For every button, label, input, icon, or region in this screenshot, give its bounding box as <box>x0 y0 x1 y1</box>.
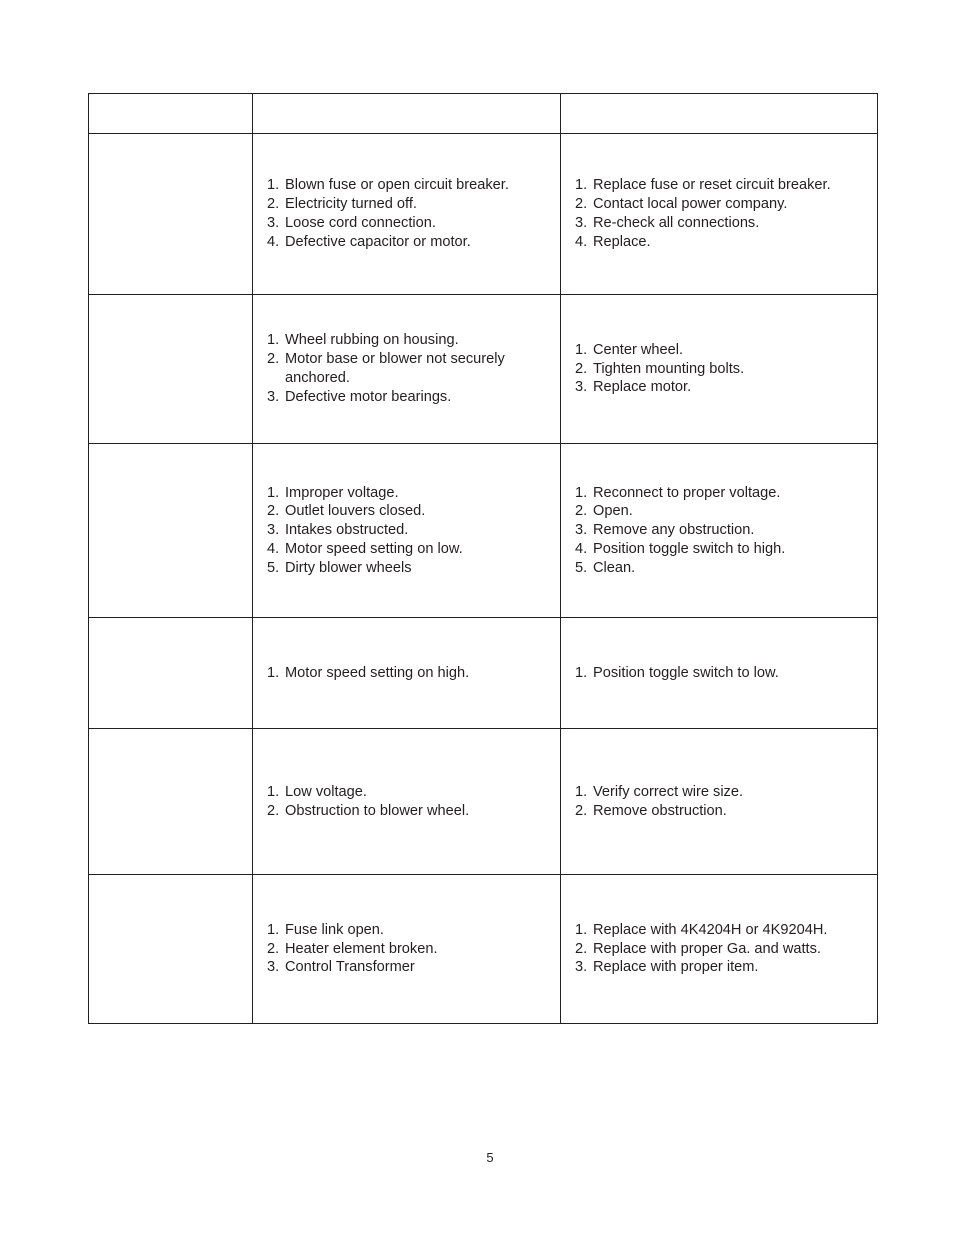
list-number: 3. <box>267 959 280 976</box>
cause-text: Defective capacitor or motor. <box>285 233 471 250</box>
list-number: 1. <box>267 177 280 194</box>
header-cell-solution <box>561 94 878 134</box>
solution-item <box>575 176 869 195</box>
cause-list <box>253 921 560 977</box>
cause-text: Loose cord connection. <box>285 215 436 231</box>
solution-cell <box>561 444 878 618</box>
table-row <box>89 295 878 444</box>
solution-list <box>561 484 877 578</box>
table-body <box>89 94 878 1024</box>
cause-item <box>267 958 552 977</box>
solution-text: Re-check all connections. <box>593 215 760 231</box>
problem-cell <box>89 295 253 444</box>
solution-text: Replace with 4K4204H or 4K9204H. <box>593 921 828 938</box>
list-number: 2. <box>575 802 588 819</box>
list-number: 3. <box>575 379 588 396</box>
cause-list <box>253 176 560 251</box>
solution-item <box>575 940 869 959</box>
cause-text: Intakes obstructed. <box>285 522 409 539</box>
table-row <box>89 875 878 1024</box>
cause-text: Heater element broken. <box>285 940 438 957</box>
list-number: 1. <box>267 484 280 501</box>
list-number: 2. <box>575 360 588 377</box>
solution-item <box>575 195 869 214</box>
cause-text: Defective motor bearings. <box>285 388 452 405</box>
cause-item <box>267 783 552 802</box>
solution-text: Replace fuse or reset circuit breaker. <box>593 177 831 194</box>
list-number: 1. <box>575 783 588 800</box>
list-number: 1. <box>575 664 588 681</box>
solution-list <box>561 176 877 251</box>
cause-cell <box>253 875 561 1024</box>
solution-text: Position toggle switch to low. <box>593 664 779 681</box>
cause-text: Blown fuse or open circuit breaker. <box>285 177 509 194</box>
list-number: 2. <box>575 196 588 213</box>
list-number: 4. <box>267 540 280 557</box>
cause-item <box>267 559 552 578</box>
list-number: 2. <box>267 351 280 368</box>
cause-item <box>267 802 552 821</box>
solution-item <box>575 559 869 578</box>
solution-cell <box>561 295 878 444</box>
table-row <box>89 618 878 729</box>
cause-item <box>267 195 552 214</box>
list-number: 5. <box>575 559 588 576</box>
cause-list <box>253 484 560 578</box>
solution-list <box>561 921 877 977</box>
list-number: 2. <box>267 940 280 957</box>
list-number: 1. <box>267 332 280 349</box>
list-number: 1. <box>575 484 588 501</box>
cause-text: Motor speed setting on low. <box>285 540 463 557</box>
solution-item <box>575 664 869 683</box>
list-number: 3. <box>267 522 280 539</box>
solution-text: Replace. <box>593 233 651 250</box>
solution-text: Remove any obstruction. <box>593 522 755 539</box>
cause-item <box>267 176 552 195</box>
solution-text: Contact local power company. <box>593 196 788 213</box>
cause-text: Low voltage. <box>285 783 367 800</box>
cause-item <box>267 502 552 521</box>
solution-item <box>575 502 869 521</box>
list-number: 1. <box>575 921 588 938</box>
cause-list <box>253 664 560 683</box>
cause-list <box>253 783 560 821</box>
cause-item <box>267 664 552 683</box>
solution-cell <box>561 729 878 875</box>
page-number: 5 <box>486 1150 494 1165</box>
cause-text: Control Transformer <box>285 959 415 976</box>
list-number: 1. <box>267 664 280 681</box>
solution-text: Clean. <box>593 559 636 576</box>
solution-item <box>575 341 869 360</box>
list-number: 1. <box>267 783 280 800</box>
cause-item <box>267 940 552 959</box>
problem-cell <box>89 875 253 1024</box>
list-number: 2. <box>267 503 280 520</box>
solution-item <box>575 360 869 379</box>
list-number: 4. <box>575 540 588 557</box>
cause-cell <box>253 729 561 875</box>
cause-item <box>267 388 552 407</box>
solution-list <box>561 783 877 821</box>
solution-text: Reconnect to proper voltage. <box>593 484 781 501</box>
list-number: 3. <box>575 522 588 539</box>
table-row <box>89 729 878 875</box>
solution-text: Replace with proper item. <box>593 959 759 976</box>
cause-text: Outlet louvers closed. <box>285 503 426 520</box>
problem-cell <box>89 444 253 618</box>
header-cell-cause <box>253 94 561 134</box>
solution-cell <box>561 875 878 1024</box>
cause-text: Improper voltage. <box>285 484 399 501</box>
solution-text: Remove obstruction. <box>593 802 727 819</box>
solution-text: Replace with proper Ga. and watts. <box>593 940 821 957</box>
cause-item <box>267 540 552 559</box>
cause-item <box>267 233 552 252</box>
list-number: 3. <box>267 388 280 405</box>
cause-text: Wheel rubbing on housing. <box>285 332 459 349</box>
list-number: 2. <box>267 196 280 213</box>
problem-cell <box>89 618 253 729</box>
cause-text: Electricity turned off. <box>285 196 417 213</box>
solution-item <box>575 378 869 397</box>
cause-item <box>267 521 552 540</box>
solution-text: Tighten mounting bolts. <box>593 360 745 377</box>
solution-item <box>575 958 869 977</box>
cause-cell <box>253 295 561 444</box>
cause-text: Fuse link open. <box>285 921 384 938</box>
cause-item <box>267 214 552 233</box>
solution-text: Center wheel. <box>593 341 684 358</box>
solution-text: Replace motor. <box>593 379 692 396</box>
solution-list <box>561 341 877 397</box>
solution-item <box>575 540 869 559</box>
header-cell-problem <box>89 94 253 134</box>
cause-text: Motor speed setting on high. <box>285 664 470 681</box>
cause-list <box>253 331 560 406</box>
list-number: 4. <box>575 233 588 250</box>
table-row <box>89 444 878 618</box>
cause-cell <box>253 618 561 729</box>
solution-text: Verify correct wire size. <box>593 783 744 800</box>
list-number: 1. <box>575 177 588 194</box>
solution-item <box>575 484 869 503</box>
list-number: 2. <box>575 503 588 520</box>
cause-cell <box>253 134 561 295</box>
solution-item <box>575 802 869 821</box>
list-number: 2. <box>575 940 588 957</box>
problem-cell <box>89 134 253 295</box>
list-number: 4. <box>267 233 280 250</box>
list-number: 3. <box>575 959 588 976</box>
solution-item <box>575 521 869 540</box>
solution-item <box>575 233 869 252</box>
list-number: 1. <box>267 921 280 938</box>
solution-item <box>575 921 869 940</box>
cause-item <box>267 350 552 388</box>
cause-text: Obstruction to blower wheel. <box>285 802 470 819</box>
list-number: 3. <box>575 215 588 231</box>
cause-item <box>267 331 552 350</box>
list-number: 2. <box>267 802 280 819</box>
solution-text: Position toggle switch to high. <box>593 540 786 557</box>
solution-cell <box>561 134 878 295</box>
solution-text: Open. <box>593 503 633 520</box>
list-number: 5. <box>267 559 280 576</box>
solution-item <box>575 214 869 233</box>
list-number: 1. <box>575 341 588 358</box>
cause-item <box>267 921 552 940</box>
solution-list <box>561 664 877 683</box>
cause-text: Dirty blower wheels <box>285 559 412 576</box>
cause-cell <box>253 444 561 618</box>
solution-cell <box>561 618 878 729</box>
table-row <box>89 134 878 295</box>
table-header-row <box>89 94 878 134</box>
troubleshooting-table <box>88 93 878 1024</box>
problem-cell <box>89 729 253 875</box>
cause-text: Motor base or blower not securely anchored. <box>285 351 505 386</box>
list-number: 3. <box>267 215 280 231</box>
cause-item <box>267 484 552 503</box>
solution-item <box>575 783 869 802</box>
